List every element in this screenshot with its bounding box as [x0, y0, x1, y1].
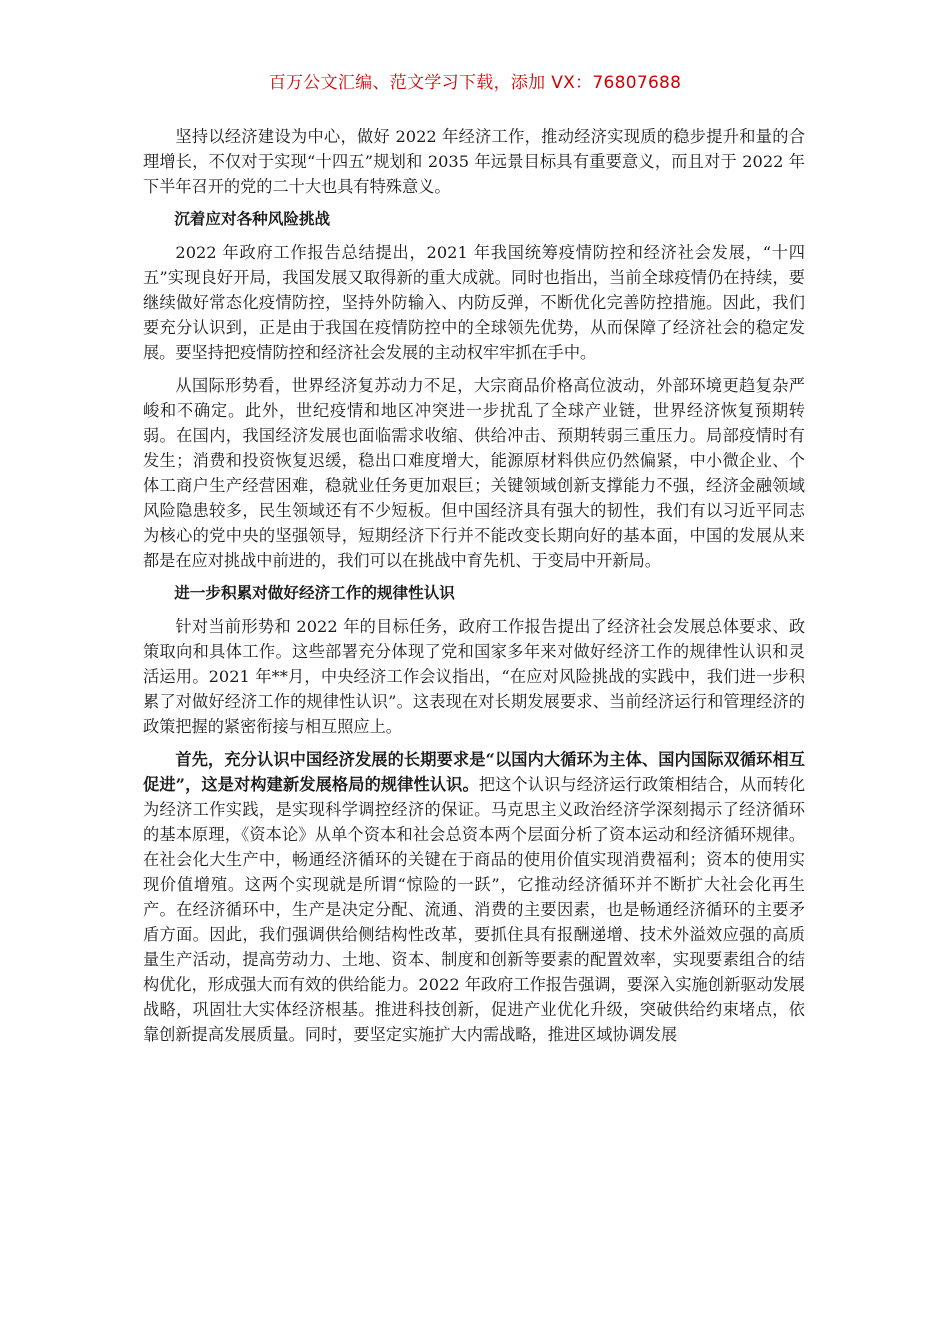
section1-paragraph-2: 从国际形势看，世界经济复苏动力不足，大宗商品价格高位波动，外部环境更趋复杂严峻和不确定。此外，世纪疫情和地区冲突进一步扰乱了全球产业链，世界经济恢复预期转弱。在国内，我国经济发展也面临需求收缩、供给冲击、预期转弱三重压力。局部疫情时有发生；消费和投资恢复迟缓，稳出口难度增大，能源原材料供应仍然偏紧，中小微企业、个体工商户生产经营困难，稳就业任务更加艰巨；关键领域创新支撑能力不强，经济金融领域风险隐患较多，民生领域还有不少短板。但中国经济具有强大的韧性，我们有以习近平同志为核心的党中央的坚强领导，短期经济下行并不能改变长期向好的基本面，中国的发展从来都是在应对挑战中前进的，我们可以在挑战中育先机、于变局中开新局。 — [143, 376, 805, 570]
section2-paragraph-2-body: 把这个认识与经济运行政策相结合，从而转化为经济工作实践，是实现科学调控经济的保证。马克思主义政治经济学深刻揭示了经济循环的基本原理，《资本论》从单个资本和社会总资本两个层面分析了资本运动和经济循环规律。在社会化大生产中，畅通经济循环的关键在于商品的使用价值实现消费福利；资本的使用实现价值增殖。这两个实现就是所谓“惊险的一跃”，它推动经济循环并不断扩大社会化再生产。在经济循环中，生产是决定分配、流通、消费的主要因素，也是畅通经济循环的主要矛盾方面。因此，我们强调供给侧结构性改革，要抓住具有报酬递增、技术外溢效应强的高质量生产活动，提高劳动力、土地、资本、制度和创新等要素的配置效率，实现要素组合的结构优化，形成强大而有效的供给能力。2022 年政府工作报告强调，要深入实施创新驱动发展战略，巩固壮大实体经济根基。推进科技创新，促进产业优化升级，突破供给约束堵点，依靠创新提高发展质量。同时，要坚定实施扩大内需战略，推进区域协调发展 — [143, 775, 806, 1044]
section2-paragraph-1: 针对当前形势和 2022 年的目标任务，政府工作报告提出了经济社会发展总体要求、政策取向和具体工作。这些部署充分体现了党和国家多年来对做好经济工作的规律性认识和灵活运用。2021 年**月，中央经济工作会议指出，“在应对风险挑战的实践中，我们进一步积累了对做好经济工作的规律性认识”。这表现在对长期发展要求、当前经济运行和管理经济的政策把握的紧密衔接与相互照应上。 — [143, 617, 805, 736]
section-heading-risk-challenges: 沉着应对各种风险挑战 — [174, 210, 331, 228]
section2-paragraph-2-lead: 首先，充分认识中国经济发展的长期要求是“以国内大循环为主体、国内国际双循环相互促进”，这是对构建新发展格局的规律性认识。 — [143, 750, 805, 794]
section1-paragraph-1: 2022 年政府工作报告总结提出，2021 年我国统筹疫情防控和经济社会发展，“十四五”实现良好开局，我国发展又取得新的重大成就。同时也指出，当前全球疫情仍在持续，要继续做好常态化疫情防控，坚持外防输入、内防反弹，不断优化完善防控措施。因此，我们要充分认识到，正是由于我国在疫情防控中的全球领先优势，从而保障了经济社会的稳定发展。要坚持把疫情防控和经济社会发展的主动权牢牢抓在手中。 — [143, 243, 805, 362]
section2-paragraph-2 — [143, 747, 805, 1047]
document-body — [143, 124, 805, 1055]
header-banner: 百万公文汇编、范文学习下载，添加 VX：76807688 — [268, 73, 682, 93]
section-heading-economic-laws: 进一步积累对做好经济工作的规律性认识 — [174, 584, 455, 602]
intro-paragraph: 坚持以经济建设为中心，做好 2022 年经济工作，推动经济实现质的稳步提升和量的合理增长，不仅对于实现“十四五”规划和 2035 年远景目标具有重要意义，而且对于 2022 年下半年召开的党的二十大也具有特殊意义。 — [143, 127, 805, 196]
